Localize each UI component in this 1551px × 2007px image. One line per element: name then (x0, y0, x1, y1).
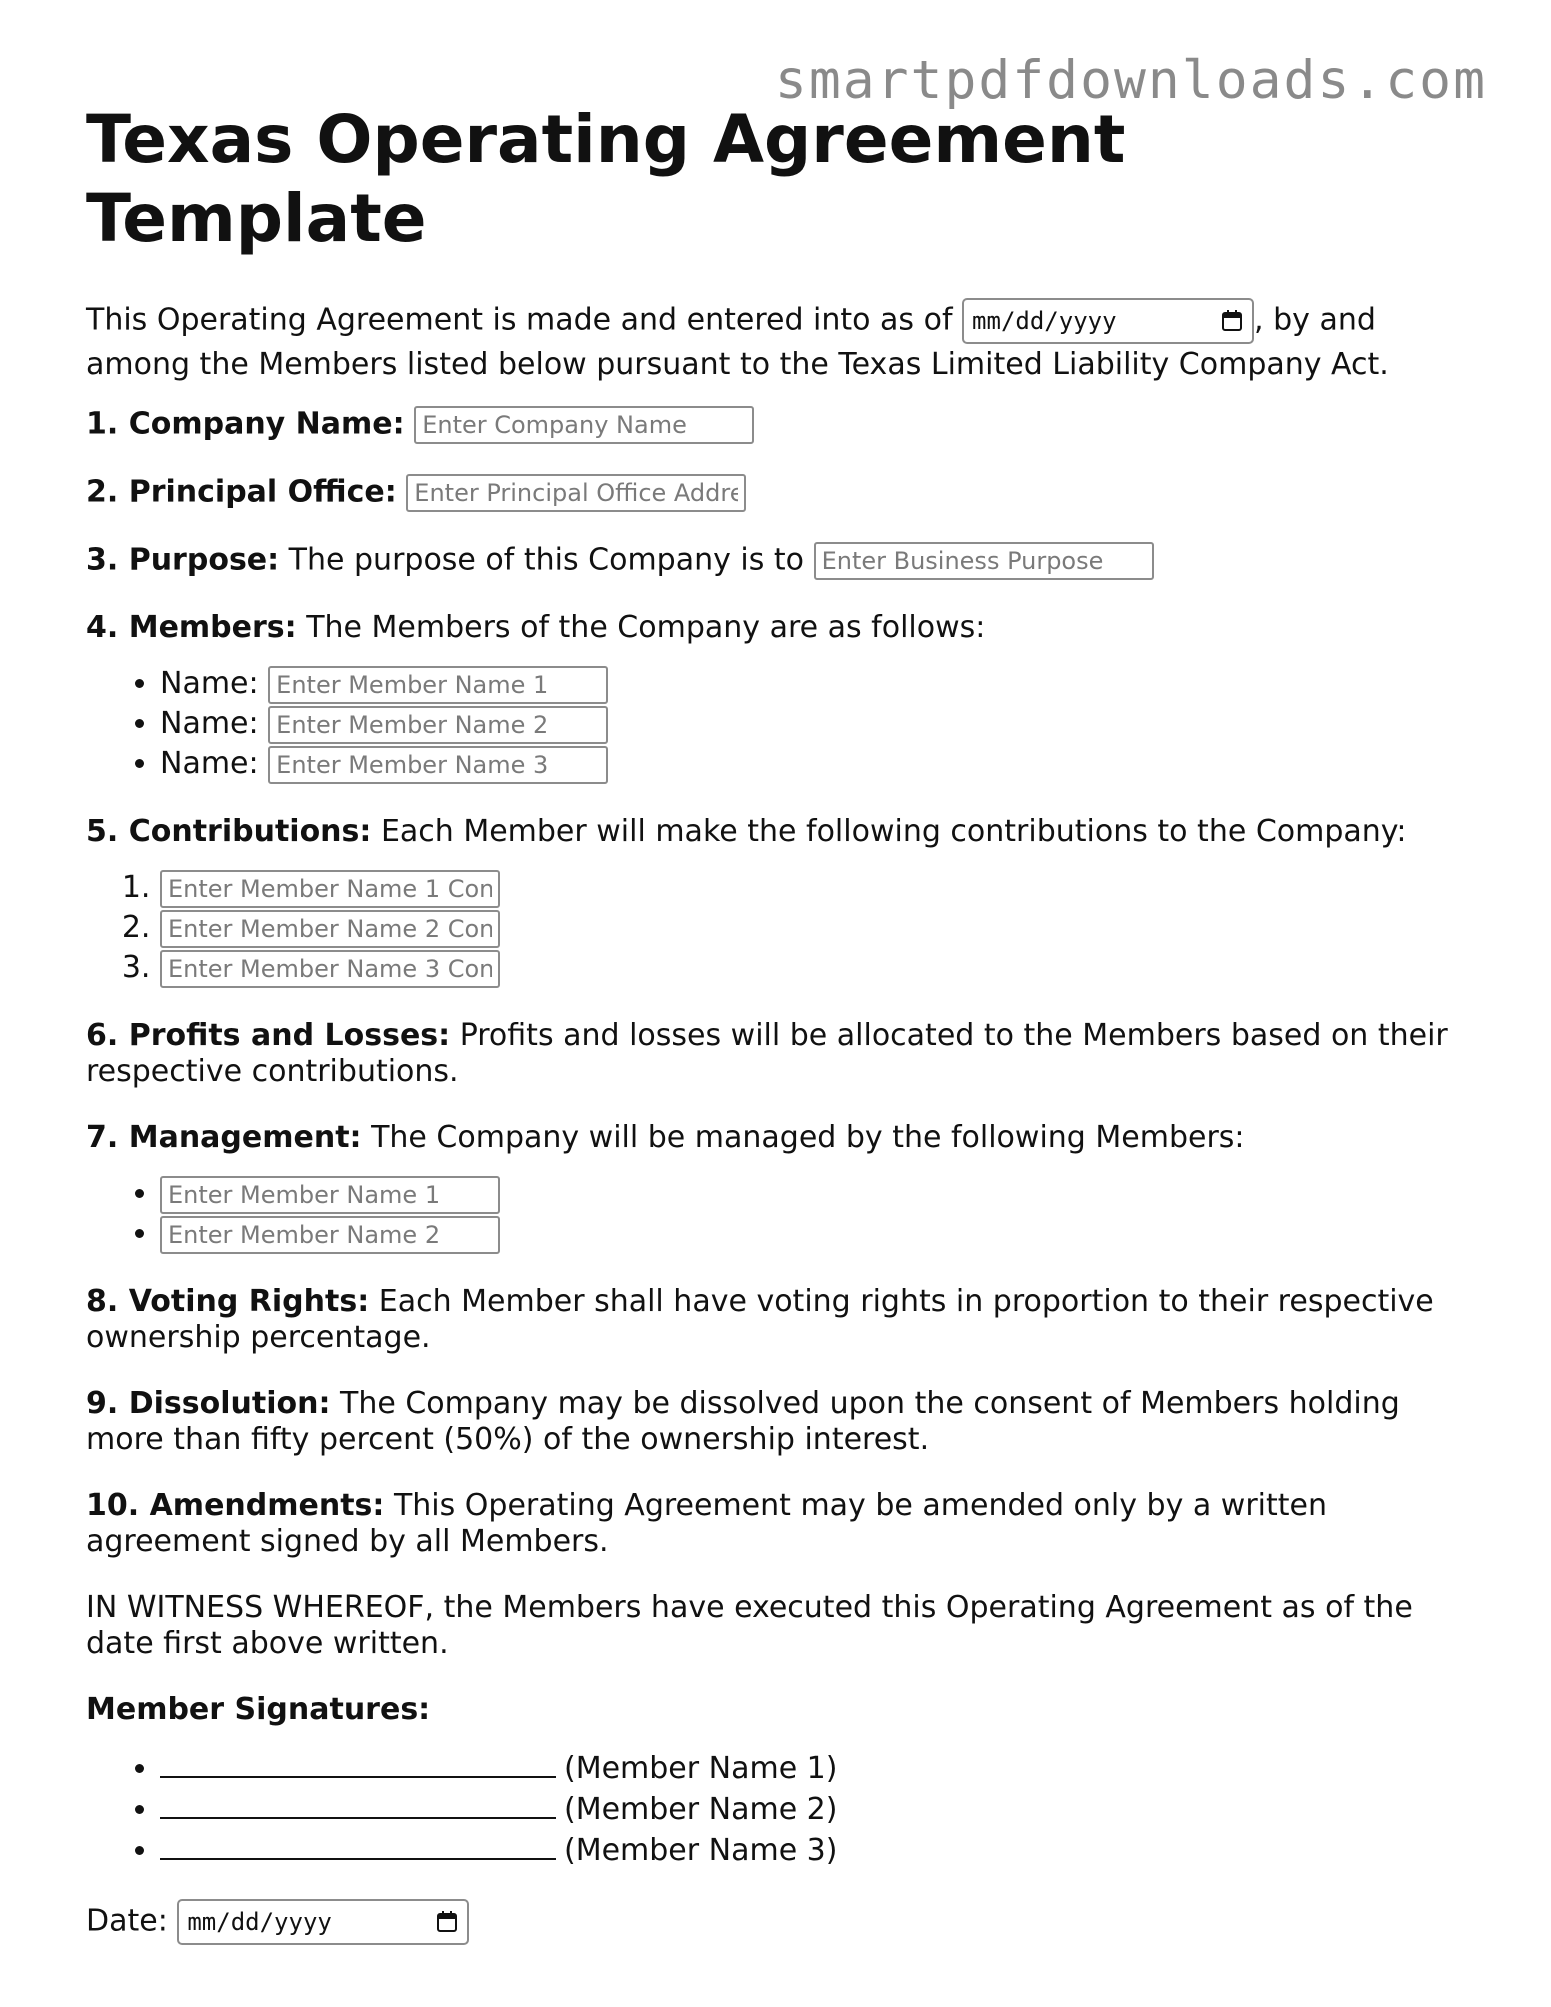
list-item (160, 704, 1476, 744)
section-contributions (86, 814, 1476, 850)
section-company-name (86, 406, 1476, 444)
signature-name-2: (Member Name 2) (564, 1792, 838, 1828)
signatures-heading-label: Member Signatures: (86, 1692, 431, 1728)
list-item (160, 1214, 1476, 1254)
purpose-label: 3. Purpose: (86, 542, 280, 578)
members-label: 4. Members: (86, 610, 297, 646)
voting-text: Each Member shall have voting rights in proportion to their respective ownership percentage. (86, 1284, 1434, 1356)
document (86, 100, 1476, 1945)
signature-name-3: (Member Name 3) (564, 1833, 838, 1869)
witness-paragraph: IN WITNESS WHEREOF, the Members have executed this Operating Agreement as of the date first above written. (86, 1590, 1413, 1662)
list-item (160, 948, 1476, 988)
signature-line-1[interactable] (160, 1746, 556, 1778)
profits-label: 6. Profits and Losses: (86, 1018, 451, 1054)
agreement-date-placeholder: mm/dd/yyyy (972, 307, 1117, 336)
signature-line-3[interactable] (160, 1828, 556, 1860)
section-voting (86, 1284, 1476, 1356)
member-name-label: Name: (160, 666, 259, 702)
manager-input-1[interactable] (160, 1176, 500, 1214)
date-row (86, 1899, 1476, 1945)
section-principal-office (86, 474, 1476, 512)
member-name-input-2[interactable] (268, 706, 608, 744)
intro-paragraph (86, 298, 1476, 386)
company-name-input[interactable] (414, 406, 754, 444)
purpose-input[interactable] (814, 542, 1154, 580)
list-item (160, 664, 1476, 704)
agreement-date-input[interactable] (962, 298, 1254, 344)
management-label: 7. Management: (86, 1120, 362, 1156)
principal-office-input[interactable] (406, 474, 746, 512)
member-name-input-1[interactable] (268, 666, 608, 704)
management-text: The Company will be managed by the following Members: (361, 1120, 1245, 1156)
member-name-label: Name: (160, 706, 259, 742)
list-item (160, 1746, 1476, 1787)
section-members (86, 610, 1476, 646)
contributions-label: 5. Contributions: (86, 814, 372, 850)
signatures-heading (86, 1692, 1476, 1728)
signature-line-2[interactable] (160, 1787, 556, 1819)
voting-label: 8. Voting Rights: (86, 1284, 370, 1320)
amendments-label: 10. Amendments: (86, 1488, 385, 1524)
intro-text-after: , by and among the Members listed below pursuant to the Texas Limited Liability Company Act. (86, 302, 1389, 383)
intro-text-before: This Operating Agreement is made and entered into as of (86, 302, 963, 338)
profits-text: Profits and losses will be allocated to the Members based on their respective contributions. (86, 1018, 1448, 1090)
contributions-text: Each Member will make the following contributions to the Company: (371, 814, 1407, 850)
section-management (86, 1120, 1476, 1156)
amendments-text: This Operating Agreement may be amended only by a written agreement signed by all Members. (86, 1488, 1327, 1560)
calendar-icon[interactable] (435, 1910, 459, 1934)
contribution-input-2[interactable] (160, 910, 500, 948)
section-profits (86, 1018, 1476, 1090)
contribution-input-1[interactable] (160, 870, 500, 908)
signature-date-input[interactable] (177, 1899, 469, 1945)
calendar-icon[interactable] (1220, 309, 1244, 333)
section-purpose (86, 542, 1476, 580)
page-title: Texas Operating Agreement Template (86, 101, 1126, 258)
list-item (160, 1828, 1476, 1869)
list-item (160, 908, 1476, 948)
contribution-input-3[interactable] (160, 950, 500, 988)
management-list (86, 1174, 1476, 1254)
list-item (160, 744, 1476, 784)
watermark: smartpdfdownloads.com (774, 50, 1487, 111)
member-name-input-3[interactable] (268, 746, 608, 784)
manager-input-2[interactable] (160, 1216, 500, 1254)
list-item (160, 1174, 1476, 1214)
signatures-list (86, 1746, 1476, 1869)
signature-date-placeholder: mm/dd/yyyy (187, 1907, 332, 1936)
section-amendments (86, 1488, 1476, 1560)
signature-name-1: (Member Name 1) (564, 1751, 838, 1787)
purpose-text: The purpose of this Company is to (279, 542, 814, 578)
list-item (160, 868, 1476, 908)
company-name-label: 1. Company Name: (86, 406, 405, 442)
contributions-list (86, 868, 1476, 988)
section-dissolution (86, 1386, 1476, 1458)
members-list (86, 664, 1476, 784)
date-label: Date: (86, 1903, 168, 1939)
members-text: The Members of the Company are as follows: (296, 610, 986, 646)
dissolution-text: The Company may be dissolved upon the consent of Members holding more than fifty percent (50%) of the ownership interest. (86, 1386, 1400, 1458)
dissolution-label: 9. Dissolution: (86, 1386, 331, 1422)
member-name-label: Name: (160, 746, 259, 782)
list-item (160, 1787, 1476, 1828)
principal-office-label: 2. Principal Office: (86, 474, 397, 510)
